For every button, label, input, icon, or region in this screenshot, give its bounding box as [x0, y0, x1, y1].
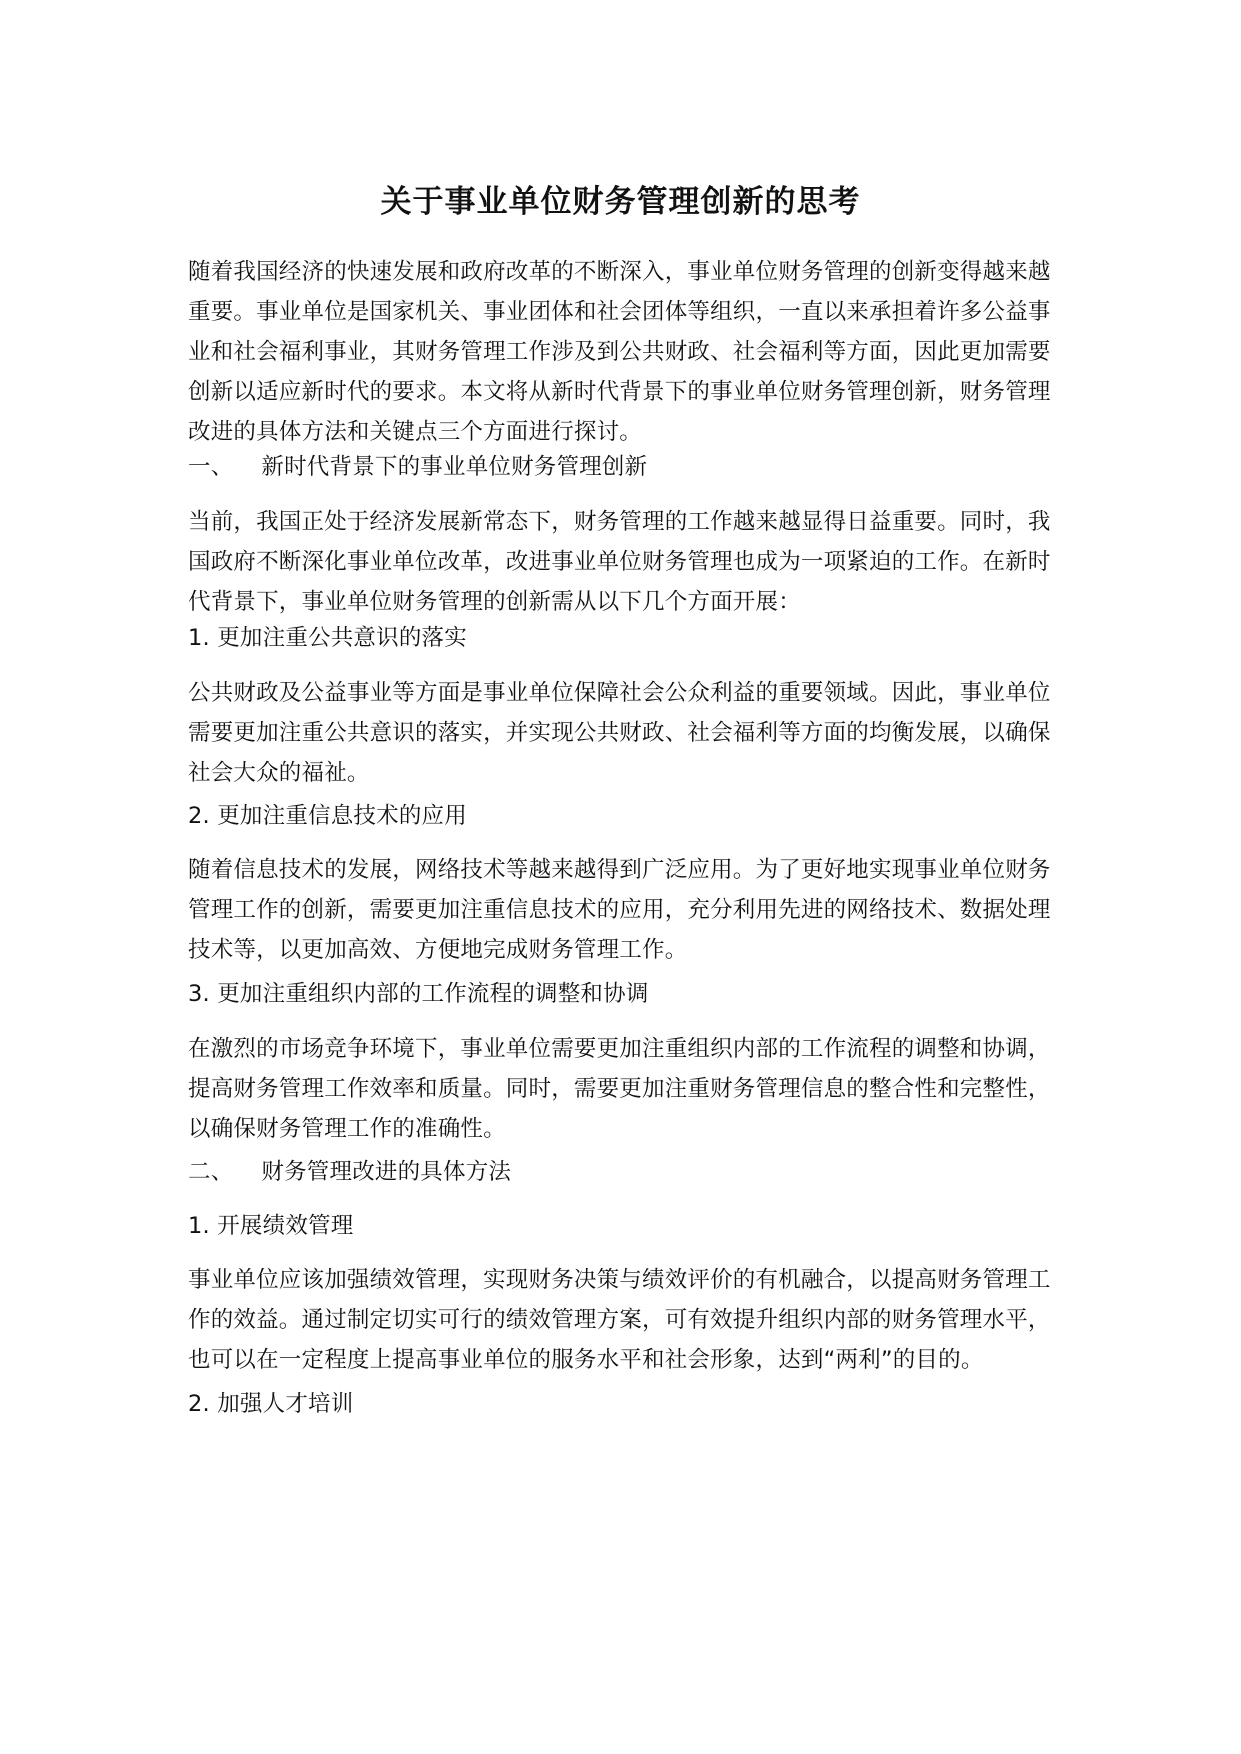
section-1-number: 一、 — [188, 454, 234, 480]
section-2-heading — [188, 1152, 1068, 1192]
section-1-intro: 当前，我国正处于经济发展新常态下，财务管理的工作越来越显得日益重要。同时，我国政府不断深化事业单位改革，改进事业单位财务管理也成为一项紧迫的工作。在新时代背景下，事业单位财务管理的创新需从以下几个方面开展： — [188, 509, 1051, 615]
section-2-item-2-heading: 2. 加强人才培训 — [188, 1391, 354, 1417]
document-title: 关于事业单位财务管理创新的思考 — [380, 184, 861, 220]
section-1-item-1-text: 公共财政及公益事业等方面是事业单位保障社会公众利益的重要领域。因此，事业单位需要更加注重公共意识的落实，并实现公共财政、社会福利等方面的均衡发展，以确保社会大众的福祉。 — [188, 680, 1051, 786]
section-2-item-1-text: 事业单位应该加强绩效管理，实现财务决策与绩效评价的有机融合，以提高财务管理工作的效益。通过制定切实可行的绩效管理方案，可有效提升组织内部的财务管理水平，也可以在一定程度上提高事业单位的服务水平和社会形象，达到“两利”的目的。 — [188, 1267, 1051, 1373]
section-1-item-3-text: 在激烈的市场竞争环境下，事业单位需要更加注重组织内部的工作流程的调整和协调，提高财务管理工作效率和质量。同时，需要更加注重财务管理信息的整合性和完整性，以确保财务管理工作的准确性。 — [188, 1036, 1051, 1142]
section-1-item-2-text: 随着信息技术的发展，网络技术等越来越得到广泛应用。为了更好地实现事业单位财务管理工作的创新，需要更加注重信息技术的应用，充分利用先进的网络技术、数据处理技术等，以更加高效、方便地完成财务管理工作。 — [188, 857, 1051, 963]
section-1-item-2-heading: 2. 更加注重信息技术的应用 — [188, 803, 467, 829]
section-2-title: 财务管理改进的具体方法 — [261, 1159, 512, 1185]
section-1-item-1-heading: 1. 更加注重公共意识的落实 — [188, 625, 467, 651]
section-2-number: 二、 — [188, 1159, 234, 1185]
section-1-heading — [188, 447, 1068, 487]
section-2-item-1-heading: 1. 开展绩效管理 — [188, 1213, 354, 1239]
section-1-title: 新时代背景下的事业单位财务管理创新 — [261, 454, 648, 480]
section-1-item-3-heading: 3. 更加注重组织内部的工作流程的调整和协调 — [188, 981, 649, 1007]
intro-paragraph: 随着我国经济的快速发展和政府改革的不断深入，事业单位财务管理的创新变得越来越重要。事业单位是国家机关、事业团体和社会团体等组织，一直以来承担着许多公益事业和社会福利事业，其财务管理工作涉及到公共财政、社会福利等方面，因此更加需要创新以适应新时代的要求。本文将从新时代背景下的事业单位财务管理创新，财务管理改进的具体方法和关键点三个方面进行探讨。 — [188, 259, 1051, 445]
